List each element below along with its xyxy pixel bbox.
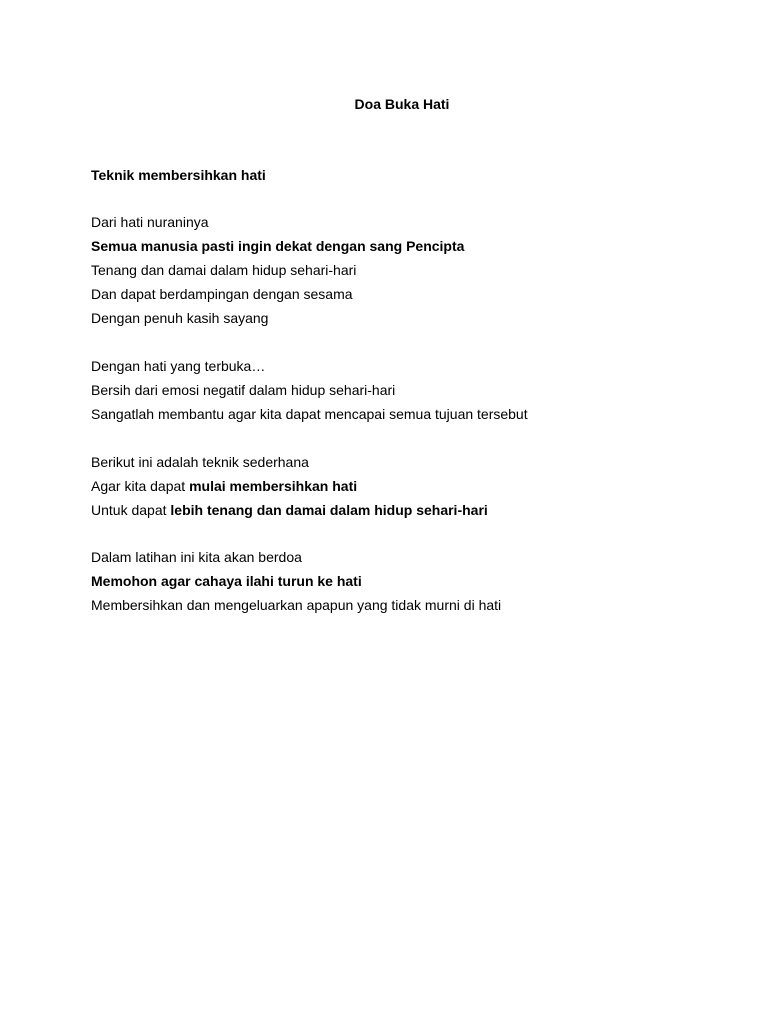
stanza3-line1: Berikut ini adalah teknik sederhana <box>91 454 309 470</box>
stanza3-line3 <box>91 500 488 520</box>
stanza4-line1: Dalam latihan ini kita akan berdoa <box>91 549 302 565</box>
section-heading: Teknik membersihkan hati <box>91 167 266 183</box>
stanza3-line2 <box>91 476 357 496</box>
stanza2-line2: Bersih dari emosi negatif dalam hidup sehari-hari <box>91 382 396 398</box>
stanza3-line3-prefix: Untuk dapat <box>91 502 171 518</box>
document-title: Doa Buka Hati <box>354 96 450 112</box>
stanza3-line2-prefix: Agar kita dapat <box>91 478 190 494</box>
stanza1-line2: Semua manusia pasti ingin dekat dengan sang Pencipta <box>91 238 465 254</box>
stanza3-line2-emphasis: mulai membersihkan hati <box>189 478 358 494</box>
stanza3-line3-emphasis: lebih tenang dan damai dalam hidup sehari-hari <box>170 502 488 518</box>
stanza1-line5: Dengan penuh kasih sayang <box>91 310 269 326</box>
stanza1-line3: Tenang dan damai dalam hidup sehari-hari <box>91 262 357 278</box>
stanza4-line2: Memohon agar cahaya ilahi turun ke hati <box>91 573 362 589</box>
stanza2-line1: Dengan hati yang terbuka… <box>91 358 266 374</box>
stanza1-line1: Dari hati nuraninya <box>91 214 209 230</box>
stanza1-line4: Dan dapat berdampingan dengan sesama <box>91 286 353 302</box>
stanza2-line3: Sangatlah membantu agar kita dapat mencapai semua tujuan tersebut <box>91 406 528 422</box>
stanza4-line3: Membersihkan dan mengeluarkan apapun yang tidak murni di hati <box>91 597 502 613</box>
